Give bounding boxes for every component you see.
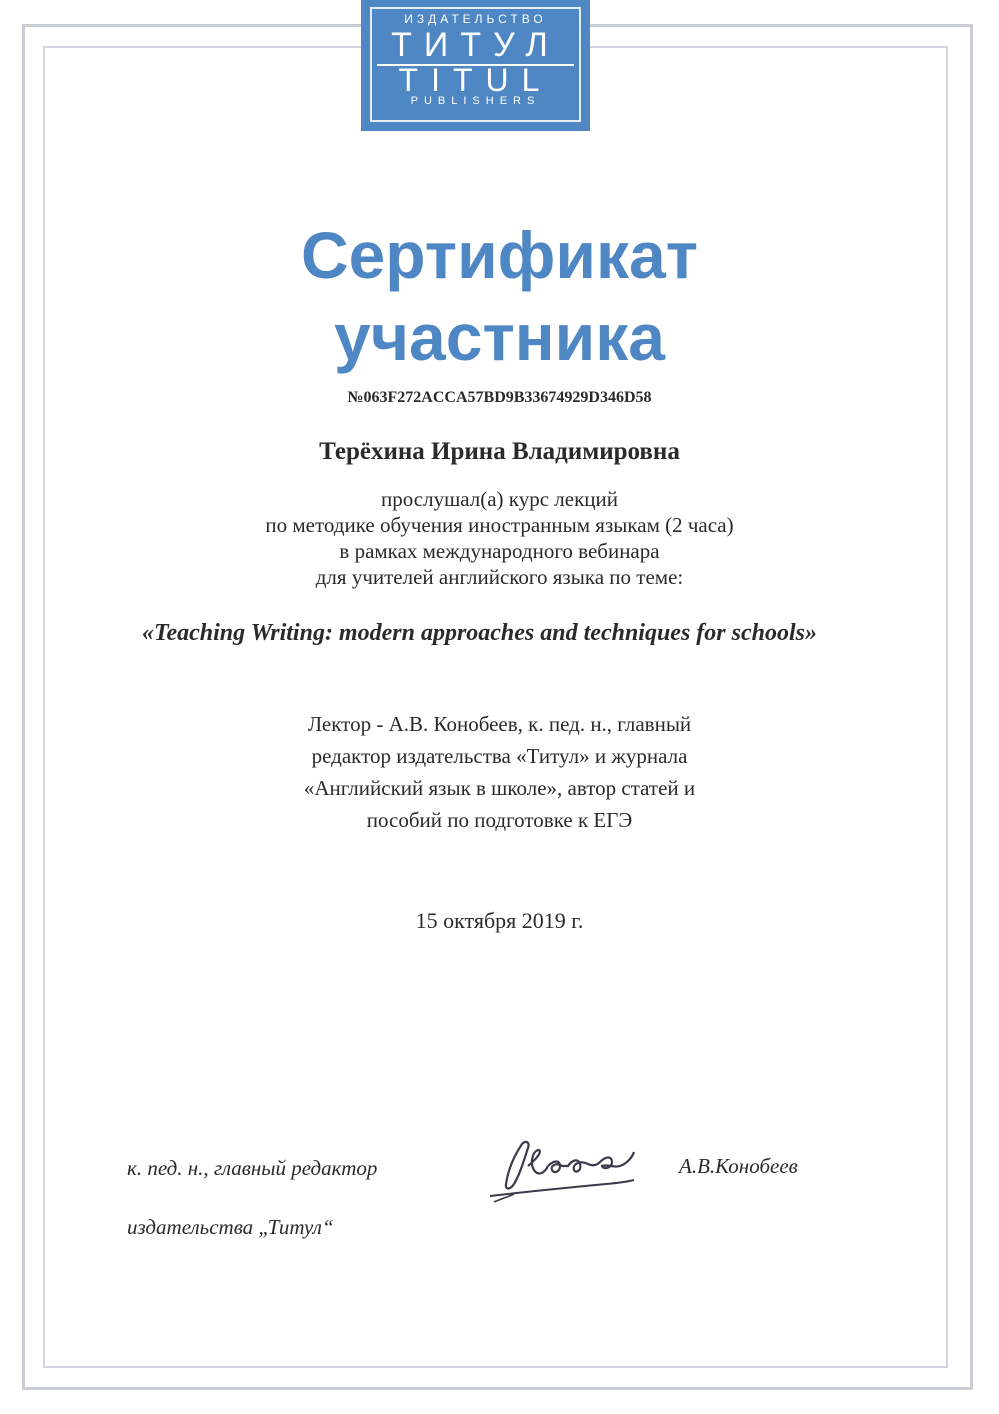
title-line-2: участника — [334, 300, 665, 374]
certificate-title — [0, 214, 999, 378]
lecturer-line-4: пособий по подготовке к ЕГЭ — [366, 808, 633, 832]
title-line-1: Сертификат — [300, 218, 699, 292]
handwritten-signature — [484, 1126, 652, 1208]
publisher-logo — [361, 0, 590, 131]
signer-role-line-2: издательства „Титул“ — [127, 1215, 334, 1239]
logo-publishers-word: PUBLISHERS — [410, 95, 541, 107]
lecturer-info — [0, 708, 999, 836]
signer-name: А.В.Конобеев — [679, 1154, 798, 1178]
lecturer-line-2: редактор издательства «Титул» и журнала — [311, 744, 688, 768]
lecturer-line-1: Лектор - А.В. Конобеев, к. пед. н., главный — [307, 712, 692, 736]
lecturer-line-3: «Английский язык в школе», автор статей и — [303, 776, 696, 800]
logo-titul-latin: TITUL — [398, 62, 553, 98]
body-line-1: прослушал(а) курс лекций — [381, 487, 618, 511]
issue-date: 15 октября 2019 г. — [415, 908, 584, 933]
certificate-body — [0, 486, 999, 590]
recipient-name: Терёхина Ирина Владимировна — [319, 438, 680, 465]
webinar-topic: «Teaching Writing: modern approaches and techniques for schools» — [142, 620, 817, 646]
body-line-3: в рамках международного вебинара — [339, 539, 660, 563]
body-line-2: по методике обучения иностранным языкам (2 часа) — [265, 513, 734, 537]
signer-role-line-1: к. пед. н., главный редактор — [127, 1156, 378, 1180]
certificate-number: №063F272ACCA57BD9B33674929D346D58 — [347, 389, 652, 406]
logo-titul-cyrillic: ТИТУЛ — [391, 26, 560, 64]
logo-publisher-word: ИЗДАТЕЛЬСТВО — [404, 12, 547, 26]
body-line-4: для учителей английского языка по теме: — [315, 565, 684, 589]
